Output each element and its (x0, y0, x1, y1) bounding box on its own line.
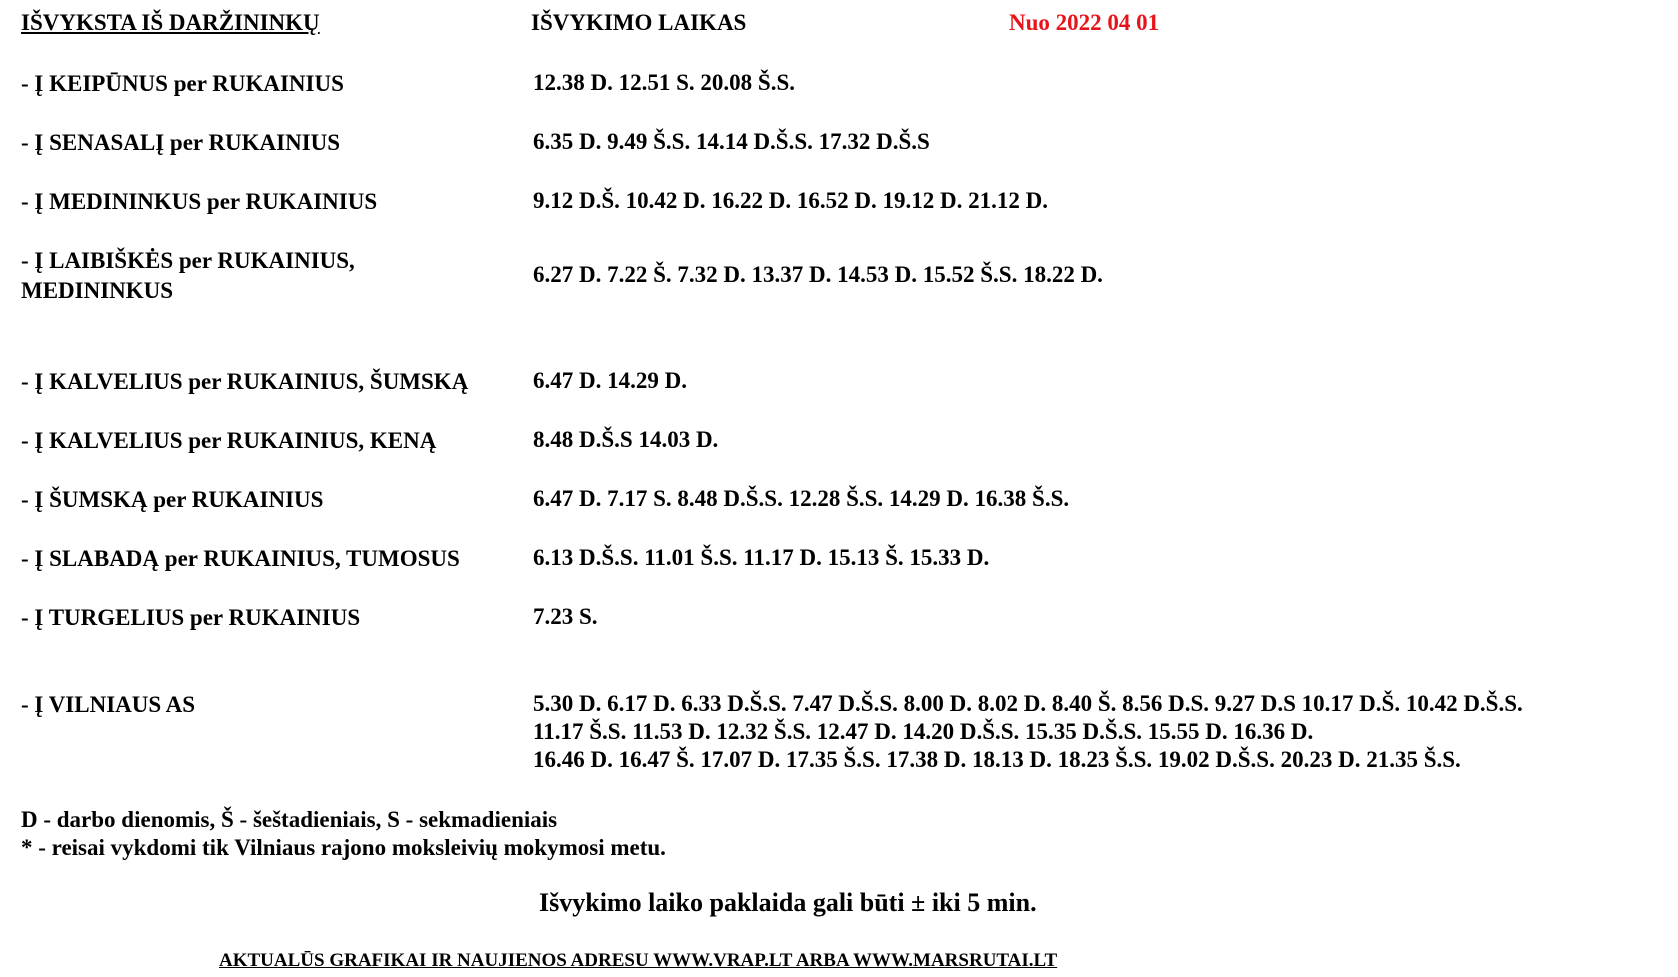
route-times: 9.12 D.Š. 10.42 D. 16.22 D. 16.52 D. 19.12 D. 21.12 D. (533, 188, 1048, 213)
valid-from-date: Nuo 2022 04 01 (1009, 10, 1160, 35)
route-times: 6.47 D. 7.17 S. 8.48 D.Š.S. 12.28 Š.S. 14.29 D. 16.38 Š.S. (533, 486, 1070, 511)
legend-days: D - darbo dienomis, Š - šeštadieniais, S - sekmadieniais (21, 807, 558, 832)
route-destination-line2: MEDININKUS (21, 278, 174, 303)
route-times-line3: 16.46 D. 16.47 Š. 17.07 D. 17.35 Š.S. 17.38 D. 18.13 D. 18.23 Š.S. 19.02 D.Š.S. 20.23 D. 21.35 Š.S. (533, 747, 1461, 772)
route-times: 12.38 D. 12.51 S. 20.08 Š.S. (533, 70, 795, 95)
route-destination-line1: - Į LAIBIŠKĖS per RUKAINIUS, (21, 248, 355, 273)
route-destination: - Į MEDININKUS per RUKAINIUS (21, 189, 378, 214)
route-destination: - Į KALVELIUS per RUKAINIUS, KENĄ (21, 428, 437, 453)
route-times: 6.35 D. 9.49 Š.S. 14.14 D.Š.S. 17.32 D.Š.S (533, 129, 930, 154)
legend-school-note: * - reisai vykdomi tik Vilniaus rajono moksleivių mokymosi metu. (21, 835, 666, 860)
route-times-line2: 11.17 Š.S. 11.53 D. 12.32 Š.S. 12.47 D. 14.20 D.Š.S. 15.35 D.Š.S. 15.55 D. 16.36 D. (533, 719, 1314, 744)
departure-time-heading: IŠVYKIMO LAIKAS (531, 10, 747, 35)
route-times: 6.27 D. 7.22 Š. 7.32 D. 13.37 D. 14.53 D. 15.52 Š.S. 18.22 D. (533, 262, 1103, 287)
route-times: 6.47 D. 14.29 D. (533, 368, 687, 393)
route-times: 6.13 D.Š.S. 11.01 Š.S. 11.17 D. 15.13 Š. 15.33 D. (533, 545, 990, 570)
route-destination: - Į KALVELIUS per RUKAINIUS, ŠUMSKĄ (21, 369, 469, 394)
origin-heading: IŠVYKSTA IŠ DARŽININKŲ (21, 10, 320, 35)
route-destination: - Į KEIPŪNUS per RUKAINIUS (21, 71, 344, 96)
route-destination: - Į VILNIAUS AS (21, 692, 196, 717)
route-destination: - Į SLABADĄ per RUKAINIUS, TUMOSUS (21, 546, 460, 571)
route-destination: - Į ŠUMSKĄ per RUKAINIUS (21, 487, 324, 512)
route-times-line1: 5.30 D. 6.17 D. 6.33 D.Š.S. 7.47 D.Š.S. 8.00 D. 8.02 D. 8.40 Š. 8.56 D.S. 9.27 D.S 10.17 D.Š. 10.42 D.Š.S. (533, 691, 1523, 716)
route-destination: - Į TURGELIUS per RUKAINIUS (21, 605, 361, 630)
route-destination: - Į SENASALĮ per RUKAINIUS (21, 130, 341, 155)
route-times: 8.48 D.Š.S 14.03 D. (533, 427, 719, 452)
footer-website-link[interactable]: AKTUALŪS GRAFIKAI IR NAUJIENOS ADRESU WWW.VRAP.LT ARBA WWW.MARSRUTAI.LT (219, 950, 1058, 971)
route-times: 7.23 S. (533, 604, 598, 629)
departure-tolerance-note: Išvykimo laiko paklaida gali būti ± iki 5 min. (539, 888, 1037, 917)
